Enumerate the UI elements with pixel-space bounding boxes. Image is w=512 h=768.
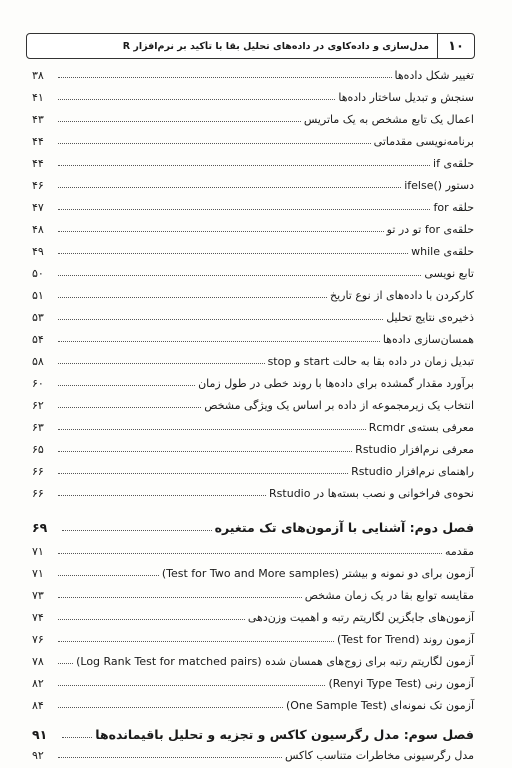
toc-entry-title: آزمون رنی (Renyi Type Test): [328, 677, 474, 690]
leader-dots: [58, 165, 430, 166]
toc-entry-page: ۷۳: [32, 589, 44, 602]
leader-dots: [58, 77, 392, 78]
leader-dots: [58, 429, 366, 430]
toc-entry-page: ۳۸: [32, 69, 44, 82]
leader-dots: [58, 597, 302, 598]
leader-dots: [58, 663, 73, 664]
toc-entry-title: آزمون تک نمونه‌ای (One Sample Test): [285, 699, 474, 712]
leader-dots: [58, 619, 245, 620]
leader-dots: [58, 473, 348, 474]
toc-entry-page: ۴۱: [32, 91, 44, 104]
toc-entry-page: ۵۸: [32, 355, 44, 368]
toc-entry-title: اعمال یک تابع مشخص به یک ماتریس: [303, 113, 474, 126]
toc-entry: [32, 348, 474, 368]
page-header: [26, 33, 475, 59]
leader-dots: [58, 121, 301, 122]
toc-entry-title: آزمون روند (Test for Trend): [337, 633, 474, 646]
toc-entry: [32, 692, 474, 712]
leader-dots: [62, 737, 92, 738]
leader-dots: [58, 707, 283, 708]
toc-entry: [32, 216, 474, 236]
chapter-page: ۶۹: [32, 520, 48, 535]
toc-entry-page: ۷۱: [32, 545, 44, 558]
toc-entry-page: ۵۴: [32, 333, 44, 346]
toc-entry: [32, 742, 474, 762]
leader-dots: [58, 319, 383, 320]
toc-entry-title: راهنمای نرم‌افزار Rstudio: [351, 465, 474, 478]
leader-dots: [58, 495, 266, 496]
toc-entry-page: ۷۸: [32, 655, 44, 668]
leader-dots: [58, 385, 195, 386]
toc-entry-title: آزمون‌های جایگزین لگاریتم رتبه و اهمیت وزن‌دهی: [247, 611, 474, 624]
leader-dots: [58, 209, 430, 210]
toc-entry-title: انتخاب یک زیرمجموعه از داده بر اساس یک ویژگی مشخص: [204, 399, 474, 412]
toc-entry: [32, 128, 474, 148]
toc-entry-title: نحوه‌ی فراخوانی و نصب بسته‌ها در Rstudio: [269, 487, 474, 500]
toc-entry: [32, 670, 474, 690]
toc-entry: [32, 626, 474, 646]
toc-entry: [32, 194, 474, 214]
toc-entry: [32, 172, 474, 192]
leader-dots: [58, 341, 380, 342]
toc-entry-page: ۴۹: [32, 245, 44, 258]
leader-dots: [62, 530, 212, 531]
toc-entry-page: ۴۴: [32, 135, 44, 148]
toc-entry-title: مقدمه: [444, 545, 474, 558]
toc-entry: [32, 436, 474, 456]
toc-entry-page: ۵۰: [32, 267, 44, 280]
leader-dots: [58, 363, 265, 364]
toc-entry-title: برآورد مقدار گمشده برای داده‌ها با روند خطی در طول زمان: [198, 377, 474, 390]
toc-entry: [32, 582, 474, 602]
toc-entry: [32, 282, 474, 302]
leader-dots: [58, 253, 408, 254]
toc-entry-title: حلقه for: [433, 201, 474, 214]
chapter-title: فصل سوم: مدل رگرسیون کاکس و تجزیه و تحلیل باقیمانده‌ها: [95, 727, 474, 742]
toc-entry-title: تابع نویسی: [424, 267, 474, 280]
toc-entry-title: آزمون لگاریتم رتبه برای زوج‌های همسان شده (Log Rank Test for matched pairs): [76, 655, 474, 668]
toc-entry-page: ۴۸: [32, 223, 44, 236]
toc-entry-page: ۶۰: [32, 377, 44, 390]
leader-dots: [58, 685, 325, 686]
toc-entry: [32, 370, 474, 390]
toc-entry: [32, 106, 474, 126]
leader-dots: [58, 553, 442, 554]
toc-entry: [32, 150, 474, 170]
leader-dots: [58, 757, 282, 758]
leader-dots: [58, 99, 335, 100]
leader-dots: [58, 143, 371, 144]
toc-entry-page: ۸۴: [32, 699, 44, 712]
toc-entry-page: ۵۳: [32, 311, 44, 324]
toc-entry-title: سنجش و تبدیل ساختار داده‌ها: [338, 91, 474, 104]
toc-entry-page: ۴۶: [32, 179, 44, 192]
leader-dots: [58, 407, 201, 408]
toc-entry-page: ۵۱: [32, 289, 44, 302]
toc-entry-title: کارکردن با داده‌های از نوع تاریخ: [329, 289, 474, 302]
toc-entry: [32, 480, 474, 500]
toc-entry-page: ۶۶: [32, 487, 44, 500]
toc-entry-page: ۶۵: [32, 443, 44, 456]
toc-entry-page: ۹۲: [32, 749, 44, 762]
leader-dots: [58, 451, 352, 452]
toc-entry-title: حلقه‌ی if: [433, 157, 474, 170]
toc-entry-title: همسان‌سازی داده‌ها: [382, 333, 474, 346]
leader-dots: [58, 231, 384, 232]
toc-entry-page: ۷۴: [32, 611, 44, 624]
leader-dots: [58, 187, 401, 188]
toc-entry-page: ۴۷: [32, 201, 44, 214]
toc-entry-page: ۷۱: [32, 567, 44, 580]
toc-entry-title: حلقه‌ی while: [411, 245, 474, 258]
toc-entry: [32, 560, 474, 580]
toc-entry-page: ۸۲: [32, 677, 44, 690]
toc-entry: [32, 304, 474, 324]
toc-entry-page: ۴۴: [32, 157, 44, 170]
toc-entry-title: مدل رگرسیونی مخاطرات متناسب کاکس: [284, 749, 474, 762]
toc-entry: [32, 648, 474, 668]
toc-entry-title: ذخیره‌ی نتایج تحلیل: [386, 311, 474, 324]
toc-entry-title: برنامه‌نویسی مقدماتی: [373, 135, 474, 148]
toc-entry-page: ۷۶: [32, 633, 44, 646]
toc-entry-title: مقایسه توابع بقا در یک زمان مشخص: [304, 589, 474, 602]
page-number: ۱۰: [437, 34, 474, 58]
toc-entry: [32, 84, 474, 104]
toc-entry-title: معرفی نرم‌افزار Rstudio: [355, 443, 474, 456]
chapter-heading: [32, 722, 474, 742]
toc-entry: [32, 458, 474, 478]
toc-entry-title: آزمون برای دو نمونه و بیشتر (Test for Two and More samples): [161, 567, 474, 580]
leader-dots: [58, 575, 159, 576]
toc-entry: [32, 392, 474, 412]
toc-entry: [32, 604, 474, 624]
toc-entry-page: ۶۳: [32, 421, 44, 434]
toc-entry-page: ۶۶: [32, 465, 44, 478]
toc-entry: [32, 326, 474, 346]
toc-entry-page: ۶۲: [32, 399, 44, 412]
chapter-title: فصل دوم: آشنایی با آزمون‌های تک متغیره: [214, 520, 474, 535]
toc-entry-page: ۴۳: [32, 113, 44, 126]
toc-entry: [32, 260, 474, 280]
leader-dots: [58, 641, 334, 642]
toc-entry: [32, 238, 474, 258]
toc-entry-title: حلقه‌ی for تو در تو: [386, 223, 474, 236]
running-title: مدل‌سازی و داده‌کاوی در داده‌های تحلیل بقا با تأکید بر نرم‌افزار R: [122, 40, 429, 52]
toc-entry-title: تبدیل زمان در داده بقا به حالت start و stop: [267, 355, 474, 368]
leader-dots: [58, 275, 421, 276]
leader-dots: [58, 297, 327, 298]
toc-entry-title: تغییر شکل داده‌ها: [394, 69, 474, 82]
toc-entry: [32, 538, 474, 558]
chapter-heading: [32, 515, 474, 535]
toc-entry: [32, 414, 474, 434]
toc-entry-title: معرفی بسته‌ی Rcmdr: [368, 421, 474, 434]
chapter-page: ۹۱: [32, 727, 48, 742]
toc-entry-title: دستور ()ifelse: [404, 179, 474, 192]
toc-entry: [32, 62, 474, 82]
